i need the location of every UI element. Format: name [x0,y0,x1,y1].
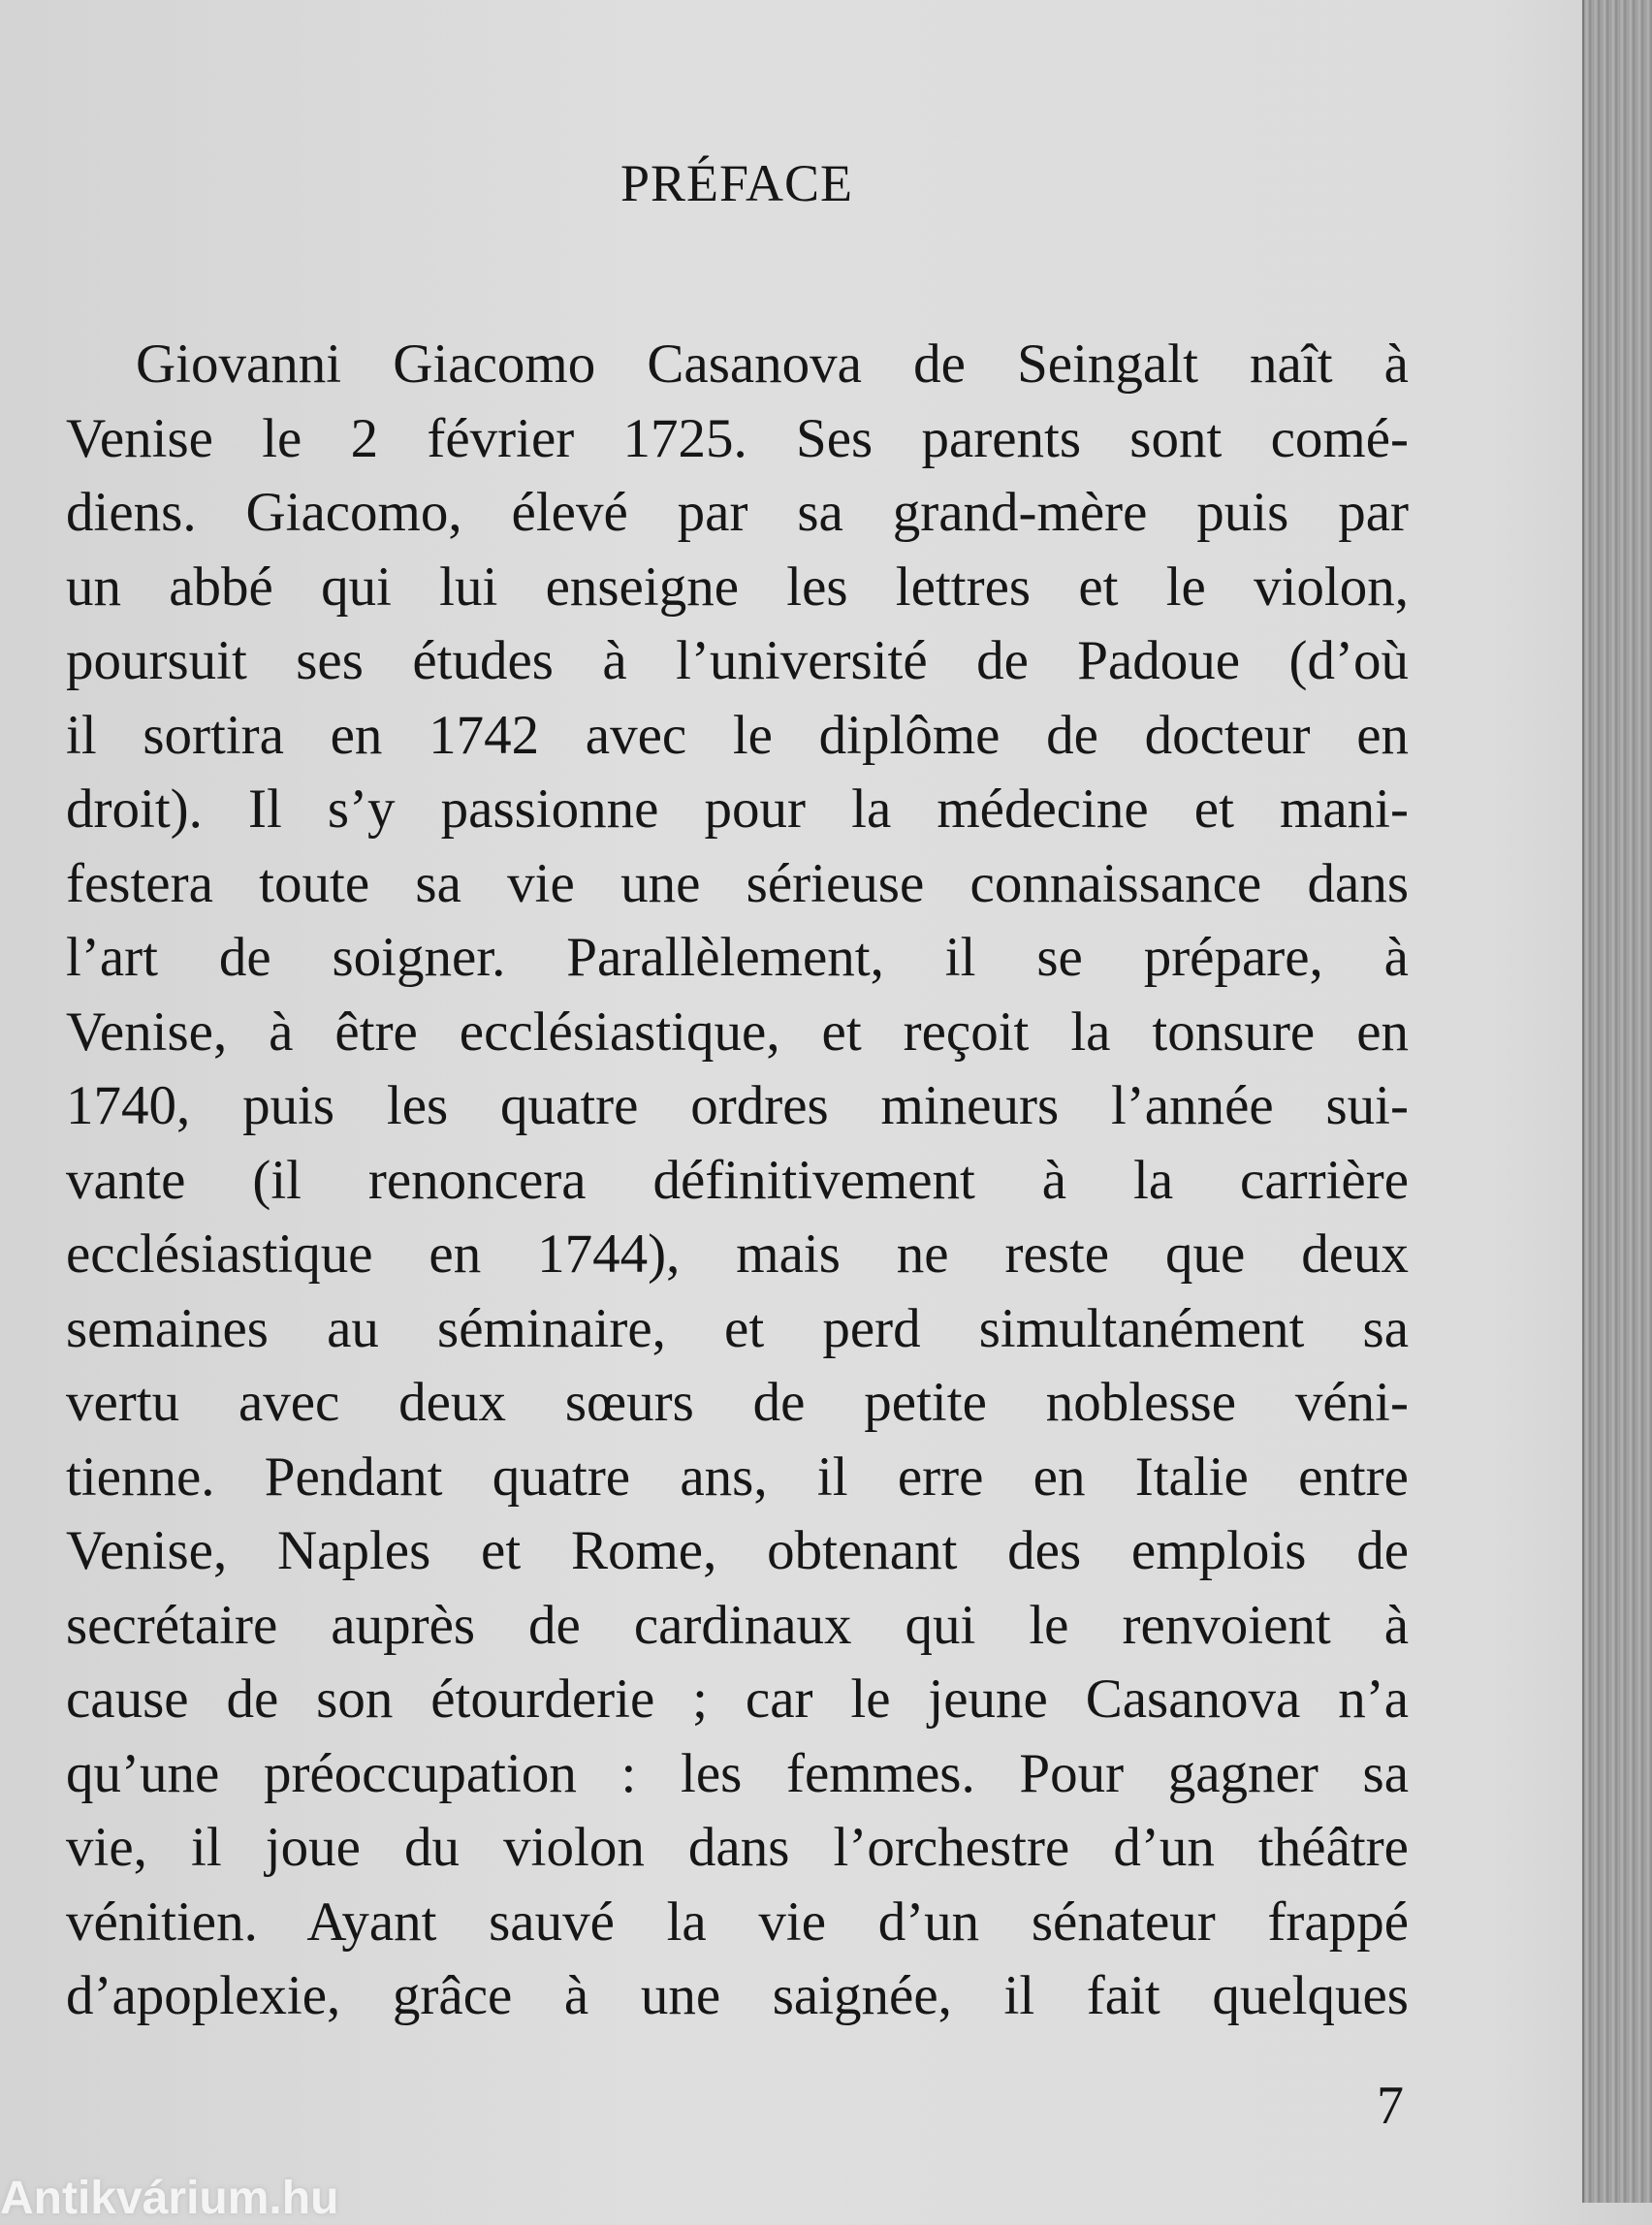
text-line-content: poursuit ses études à l’université de Padoue (d’où [66,630,1409,691]
body-text [66,328,1409,2034]
text-line [66,1663,1409,1737]
watermark: Antikvárium.hu [0,2173,339,2224]
text-line-content: qu’une préoccupation : les femmes. Pour gagner sa [66,1742,1409,1804]
text-line-content: 1740, puis les quatre ordres mineurs l’année sui- [66,1075,1409,1136]
text-line [66,996,1409,1070]
text-line [66,1589,1409,1664]
book-page-edge [1582,0,1652,2203]
text-line [66,1811,1409,1886]
text-line [66,1959,1409,2034]
text-line [66,551,1409,625]
text-line-content: vie, il joue du violon dans l’orchestre d’un théâtre [66,1817,1409,1878]
text-line-content: Giovanni Giacomo Casanova de Seingalt naît à [136,334,1409,395]
text-line [66,624,1409,699]
text-line [66,1366,1409,1441]
text-line [66,1144,1409,1219]
text-line-content: cause de son étourderie ; car le jeune Casanova n’a [66,1669,1409,1730]
text-line [66,1218,1409,1292]
text-line [66,1069,1409,1144]
text-line-content: Venise, Naples et Rome, obtenant des emplois de [66,1520,1409,1581]
text-line-content: d’apoplexie, grâce à une saignée, il fait quelques [66,1965,1409,2026]
text-line-content: Venise, à être ecclésiastique, et reçoit la tonsure en [66,1001,1409,1063]
text-line-content: festera toute sa vie une sérieuse connaissance dans [66,852,1409,914]
text-line-content: Venise le 2 février 1725. Ses parents sont comé- [66,407,1409,469]
text-line [66,402,1409,477]
text-line [66,1514,1409,1589]
text-line-content: semaines au séminaire, et perd simultanément sa [66,1297,1409,1359]
text-line [66,476,1409,551]
text-line-content: ecclésiastique en 1744), mais ne reste que deux [66,1224,1409,1285]
text-line-content: tienne. Pendant quatre ans, il erre en Italie entre [66,1446,1409,1508]
text-line [66,1292,1409,1367]
text-line [66,699,1409,774]
text-line-content: vante (il renoncera définitivement à la carrière [66,1149,1409,1211]
text-line [66,921,1409,996]
text-line [66,1886,1409,1960]
text-line [66,773,1409,847]
text-line-content: vénitien. Ayant sauvé la vie d’un sénateur frappé [66,1891,1409,1953]
text-line-content: il sortira en 1742 avec le diplôme de docteur en [66,704,1409,766]
text-line [66,1737,1409,1812]
text-line [66,1441,1409,1515]
text-line-content: diens. Giacomo, élevé par sa grand-mère puis par [66,482,1409,543]
chapter-title: PRÉFACE [620,154,854,212]
page-number: 7 [1377,2076,1404,2136]
text-line-content: un abbé qui lui enseigne les lettres et le violon, [66,556,1409,618]
text-line [66,847,1409,922]
text-line-content: secrétaire auprès de cardinaux qui le renvoient à [66,1594,1409,1656]
text-line-content: l’art de soigner. Parallèlement, il se prépare, à [66,927,1409,988]
text-line [66,328,1409,402]
text-line-content: vertu avec deux sœurs de petite noblesse véni- [66,1372,1409,1433]
text-line-content: droit). Il s’y passionne pour la médecine et mani- [66,779,1409,840]
